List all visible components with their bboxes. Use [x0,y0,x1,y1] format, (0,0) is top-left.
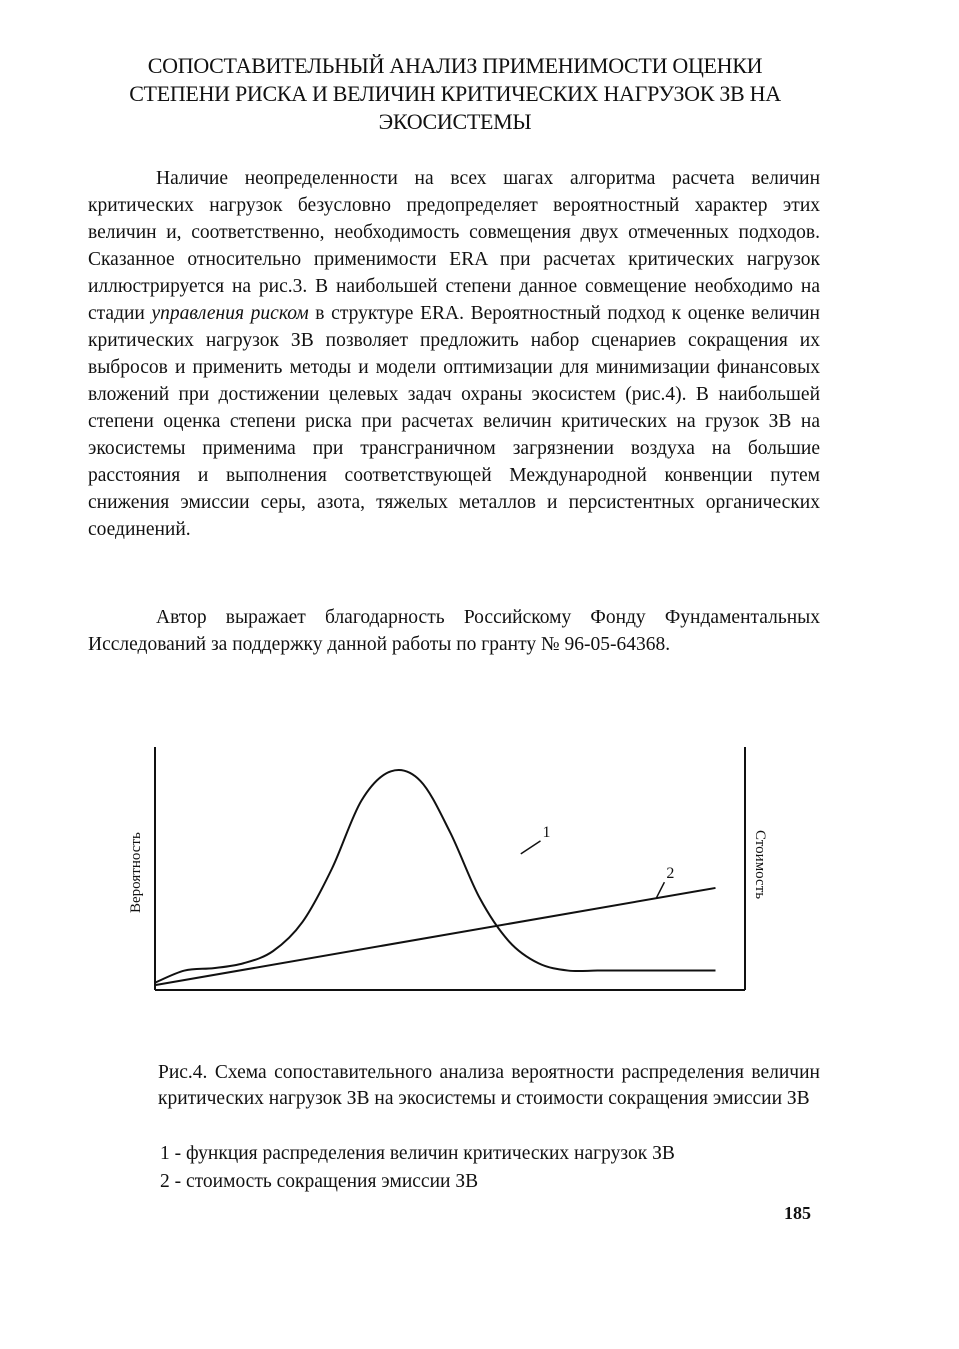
curve-label-1-leader [521,841,541,854]
paragraph-main [88,165,820,543]
curve-label-2-leader [657,882,665,897]
curve-label-1: 1 [542,823,551,841]
curve-label-2: 2 [666,865,675,883]
chart-canvas [120,735,800,1025]
paragraph-acknowledgement: Автор выражает благодарность Российскому Фонду Фундаментальных Исследований за поддержку данной работы по гранту № 96-05-64368. [88,607,820,655]
legend-item-2: 2 - стоимость сокращения эмиссии ЗВ [160,1171,479,1192]
paper-title: СОПОСТАВИТЕЛЬНЫЙ АНАЛИЗ ПРИМЕНИМОСТИ ОЦЕНКИ СТЕПЕНИ РИСКА И ВЕЛИЧИН КРИТИЧЕСКИХ НАГРУЗОК ЗВ НА ЭКОСИСТЕМЫ [129,53,781,134]
y-axis-label-right: Стоимость [752,830,768,900]
figure-caption: Рис.4. Схема сопоставительного анализа вероятности распределения величин критических нагрузок ЗВ на экосистемы и стоимости сокращения эмиссии ЗВ [158,1062,820,1109]
paragraph-main-part2: в структуре ERA. Вероятностный подход к оценке величин критических нагрузок ЗВ позволяет предложить набор сценариев сокращения их выбросов и применить методы и модели оптимизации для минимизации финансовых вложений при достижении целевых задач охраны экосистем (рис.4). В наибольшей степени оценка степени риска при расчетах величин критических на грузок ЗВ на экосистемы применима при трансграничном загрязнении воздуха на большие расстояния и выполнения соответствующей Международной конвенции путем снижения эмиссии серы, азота, тяжелых металлов и персистентных органических соединений. [88,303,820,540]
legend-item-1: 1 - функция распределения величин критических нагрузок ЗВ [160,1143,675,1164]
figure-chart [120,735,800,1025]
paragraph-main-part1: Наличие неопределенности на всех шагах алгоритма расчета величин критических нагрузок безусловно предопределяет вероятностный характер этих величин и, соответственно, необходимость совмещения двух отмеченных подходов. Сказанное относительно применимости ERA при расчетах критических нагрузок иллюстрируется на рис.3. В наибольшей степени данное совмещение необходимо на стадии [88,168,820,324]
page-number: 185 [784,1203,811,1223]
y-axis-label-left: Вероятность [128,832,144,913]
series-line-1 [155,770,716,983]
paragraph-main-emphasis: управления риском [151,303,309,324]
